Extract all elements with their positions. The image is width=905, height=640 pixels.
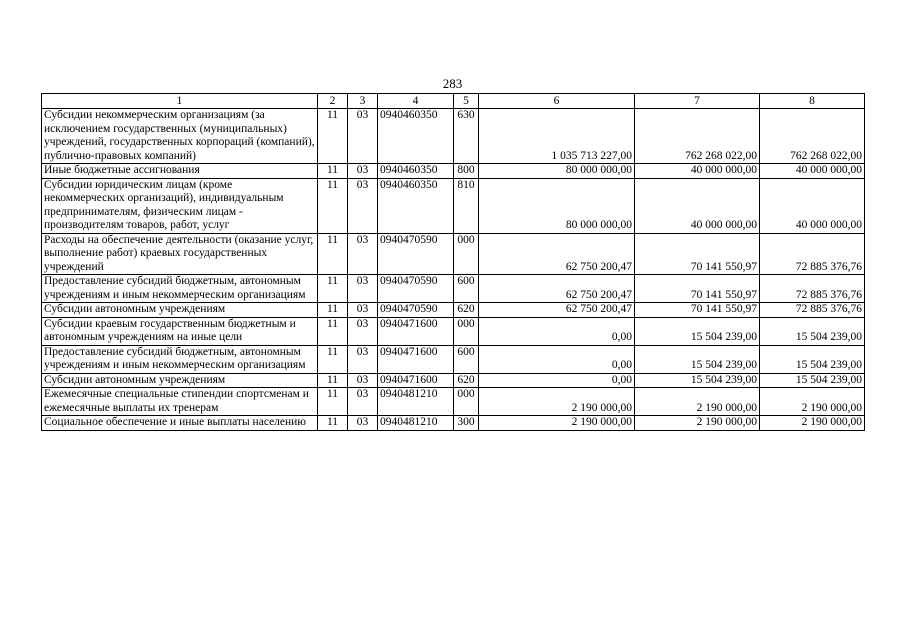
amount-year-3: 72 885 376,76 xyxy=(760,233,865,275)
table-row xyxy=(42,275,865,303)
amount-year-2: 15 504 239,00 xyxy=(635,317,760,345)
column-number: 5 xyxy=(454,94,479,109)
table-row xyxy=(42,317,865,345)
target-article-code: 0940470590 xyxy=(378,275,454,303)
subsection-code: 03 xyxy=(348,416,378,431)
column-number: 7 xyxy=(635,94,760,109)
section-code: 11 xyxy=(318,303,348,318)
column-number: 2 xyxy=(318,94,348,109)
amount-year-1: 62 750 200,47 xyxy=(479,303,635,318)
section-code: 11 xyxy=(318,345,348,373)
amount-year-1: 0,00 xyxy=(479,345,635,373)
section-code: 11 xyxy=(318,275,348,303)
amount-year-3: 40 000 000,00 xyxy=(760,178,865,233)
target-article-code: 0940471600 xyxy=(378,373,454,388)
target-article-code: 0940460350 xyxy=(378,178,454,233)
amount-year-3: 15 504 239,00 xyxy=(760,345,865,373)
expense-type-code: 800 xyxy=(454,164,479,179)
section-code: 11 xyxy=(318,373,348,388)
amount-year-2: 2 190 000,00 xyxy=(635,388,760,416)
section-code: 11 xyxy=(318,317,348,345)
expense-type-code: 600 xyxy=(454,345,479,373)
column-number: 3 xyxy=(348,94,378,109)
section-code: 11 xyxy=(318,164,348,179)
expense-type-code: 600 xyxy=(454,275,479,303)
target-article-code: 0940471600 xyxy=(378,345,454,373)
column-number: 4 xyxy=(378,94,454,109)
expense-name: Иные бюджетные ассигнования xyxy=(42,164,318,179)
amount-year-1: 2 190 000,00 xyxy=(479,416,635,431)
amount-year-1: 0,00 xyxy=(479,317,635,345)
column-number: 6 xyxy=(479,94,635,109)
amount-year-3: 2 190 000,00 xyxy=(760,388,865,416)
table-row xyxy=(42,345,865,373)
amount-year-2: 15 504 239,00 xyxy=(635,345,760,373)
subsection-code: 03 xyxy=(348,388,378,416)
amount-year-3: 72 885 376,76 xyxy=(760,275,865,303)
expense-name: Субсидии автономным учреждениям xyxy=(42,303,318,318)
amount-year-1: 80 000 000,00 xyxy=(479,164,635,179)
table-row xyxy=(42,373,865,388)
table-row xyxy=(42,178,865,233)
amount-year-2: 762 268 022,00 xyxy=(635,109,760,164)
amount-year-3: 40 000 000,00 xyxy=(760,164,865,179)
table-row xyxy=(42,233,865,275)
expense-type-code: 620 xyxy=(454,373,479,388)
subsection-code: 03 xyxy=(348,275,378,303)
section-code: 11 xyxy=(318,233,348,275)
expense-name: Предоставление субсидий бюджетным, автономным учреждениям и иным некоммерческим организациям xyxy=(42,275,318,303)
subsection-code: 03 xyxy=(348,345,378,373)
amount-year-3: 15 504 239,00 xyxy=(760,317,865,345)
expense-name: Субсидии краевым государственным бюджетным и автономным учреждениям на иные цели xyxy=(42,317,318,345)
subsection-code: 03 xyxy=(348,317,378,345)
table-row xyxy=(42,303,865,318)
subsection-code: 03 xyxy=(348,373,378,388)
table-row xyxy=(42,416,865,431)
target-article-code: 0940481210 xyxy=(378,416,454,431)
amount-year-1: 62 750 200,47 xyxy=(479,233,635,275)
expense-name: Предоставление субсидий бюджетным, автономным учреждениям и иным некоммерческим организациям xyxy=(42,345,318,373)
subsection-code: 03 xyxy=(348,109,378,164)
section-code: 11 xyxy=(318,109,348,164)
amount-year-1: 2 190 000,00 xyxy=(479,388,635,416)
amount-year-1: 62 750 200,47 xyxy=(479,275,635,303)
expense-type-code: 620 xyxy=(454,303,479,318)
amount-year-3: 2 190 000,00 xyxy=(760,416,865,431)
target-article-code: 0940481210 xyxy=(378,388,454,416)
expense-name: Социальное обеспечение и иные выплаты населению xyxy=(42,416,318,431)
section-code: 11 xyxy=(318,388,348,416)
expense-name: Ежемесячные специальные стипендии спортсменам и ежемесячные выплаты их тренерам xyxy=(42,388,318,416)
expense-name: Субсидии автономным учреждениям xyxy=(42,373,318,388)
amount-year-1: 80 000 000,00 xyxy=(479,178,635,233)
amount-year-2: 15 504 239,00 xyxy=(635,373,760,388)
subsection-code: 03 xyxy=(348,303,378,318)
column-number: 8 xyxy=(760,94,865,109)
expense-name: Субсидии юридическим лицам (кроме некоммерческих организаций), индивидуальным предпринимателям, физическим лицам - производителям товаров, работ, услуг xyxy=(42,178,318,233)
section-code: 11 xyxy=(318,416,348,431)
expense-type-code: 000 xyxy=(454,317,479,345)
target-article-code: 0940470590 xyxy=(378,303,454,318)
expense-type-code: 000 xyxy=(454,233,479,275)
table-row xyxy=(42,164,865,179)
amount-year-1: 0,00 xyxy=(479,373,635,388)
amount-year-3: 15 504 239,00 xyxy=(760,373,865,388)
expense-type-code: 300 xyxy=(454,416,479,431)
expense-name: Субсидии некоммерческим организациям (за исключением государственных (муниципальных) учреждений, государственных корпораций (компаний), публично-правовых компаний) xyxy=(42,109,318,164)
target-article-code: 0940470590 xyxy=(378,233,454,275)
subsection-code: 03 xyxy=(348,178,378,233)
amount-year-2: 2 190 000,00 xyxy=(635,416,760,431)
subsection-code: 03 xyxy=(348,233,378,275)
target-article-code: 0940471600 xyxy=(378,317,454,345)
table-row xyxy=(42,109,865,164)
column-number: 1 xyxy=(42,94,318,109)
page-number: 283 xyxy=(442,76,463,91)
expense-type-code: 810 xyxy=(454,178,479,233)
amount-year-2: 40 000 000,00 xyxy=(635,178,760,233)
amount-year-2: 70 141 550,97 xyxy=(635,303,760,318)
budget-table xyxy=(41,93,865,431)
amount-year-2: 40 000 000,00 xyxy=(635,164,760,179)
expense-type-code: 630 xyxy=(454,109,479,164)
table-row xyxy=(42,388,865,416)
section-code: 11 xyxy=(318,178,348,233)
amount-year-3: 762 268 022,00 xyxy=(760,109,865,164)
amount-year-3: 72 885 376,76 xyxy=(760,303,865,318)
expense-type-code: 000 xyxy=(454,388,479,416)
amount-year-2: 70 141 550,97 xyxy=(635,275,760,303)
expense-name: Расходы на обеспечение деятельности (оказание услуг, выполнение работ) краевых государственных учреждений xyxy=(42,233,318,275)
target-article-code: 0940460350 xyxy=(378,109,454,164)
amount-year-1: 1 035 713 227,00 xyxy=(479,109,635,164)
column-number-row xyxy=(42,94,865,109)
target-article-code: 0940460350 xyxy=(378,164,454,179)
subsection-code: 03 xyxy=(348,164,378,179)
amount-year-2: 70 141 550,97 xyxy=(635,233,760,275)
